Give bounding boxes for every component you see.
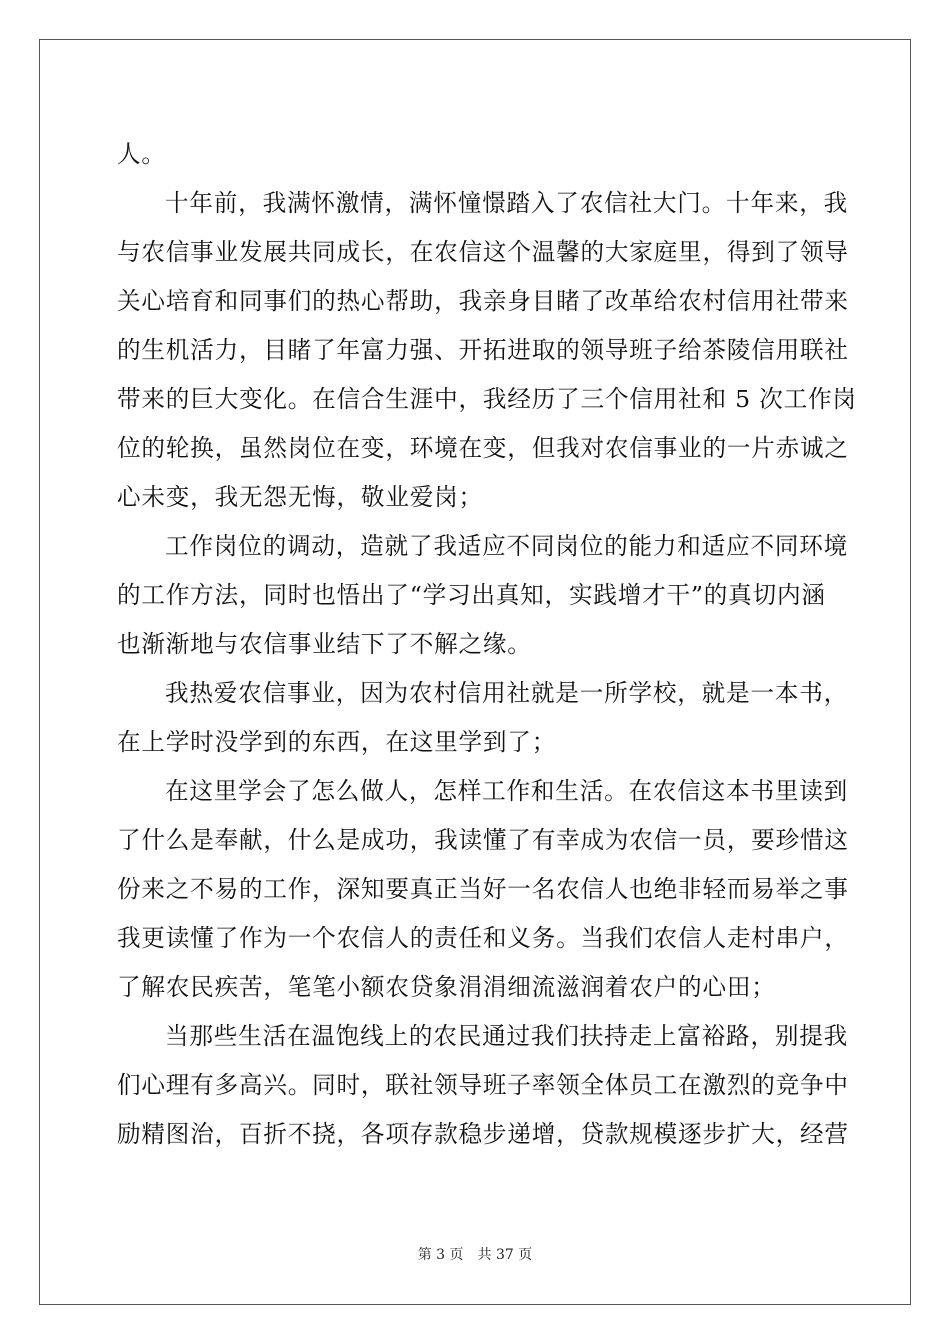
text-line: 们心理有多高兴。同时，联社领导班子率领全体员工在激烈的竞争中 [117,1071,849,1099]
text-line: 位的轮换，虽然岗位在变，环境在变，但我对农信事业的一片赤诚之 [117,434,849,462]
page-footer [0,1244,950,1264]
text-line: 关心培育和同事们的热心帮助，我亲身目睹了改革给农村信用社带来 [117,287,849,315]
text-line: 我热爱农信事业，因为农村信用社就是一所学校，就是一本书， [165,679,849,707]
text-line: 了解农民疾苦，笔笔小额农贷象涓涓细流滋润着农户的心田； [117,973,776,1001]
text-line: 工作岗位的调动，造就了我适应不同岗位的能力和适应不同环境 [165,532,849,560]
text-line: 带来的巨大变化。在信合生涯中，我经历了三个信用社和 5 次工作岗 [117,385,857,413]
text-line: 与农信事业发展共同成长，在农信这个温馨的大家庭里，得到了领导 [117,238,849,266]
document-body [117,130,857,1159]
text-line: 我更读懂了作为一个农信人的责任和义务。当我们农信人走村串户， [117,924,849,952]
text-line: 在这里学会了怎么做人，怎样工作和生活。在农信这本书里读到 [165,777,849,805]
text-line: 心未变，我无怨无悔，敬业爱岗； [117,483,483,511]
text-line: 的生机活力，目睹了年富力强、开拓进取的领导班子给茶陵信用联社 [117,336,849,364]
text-line: 励精图治，百折不挠，各项存款稳步递增，贷款规模逐步扩大，经营 [117,1120,849,1148]
text-line: 十年前，我满怀激情，满怀憧憬踏入了农信社大门。十年来，我 [165,189,849,217]
total-pages-label: 共 37 页 [477,1247,533,1263]
current-page-label: 第 3 页 [417,1247,464,1263]
text-line: 当那些生活在温饱线上的农民通过我们扶持走上富裕路，别提我 [165,1022,849,1050]
text-line: 了什么是奉献，什么是成功，我读懂了有幸成为农信一员，要珍惜这 [117,826,849,854]
text-line: 人。 [117,140,166,168]
text-line: 的工作方法，同时也悟出了“学习出真知，实践增才干”的真切内涵 [117,581,826,609]
text-line: 在上学时没学到的东西，在这里学到了； [117,728,557,756]
text-line: 也渐渐地与农信事业结下了不解之缘。 [117,630,532,658]
text-line: 份来之不易的工作，深知要真正当好一名农信人也绝非轻而易举之事 [117,875,849,903]
